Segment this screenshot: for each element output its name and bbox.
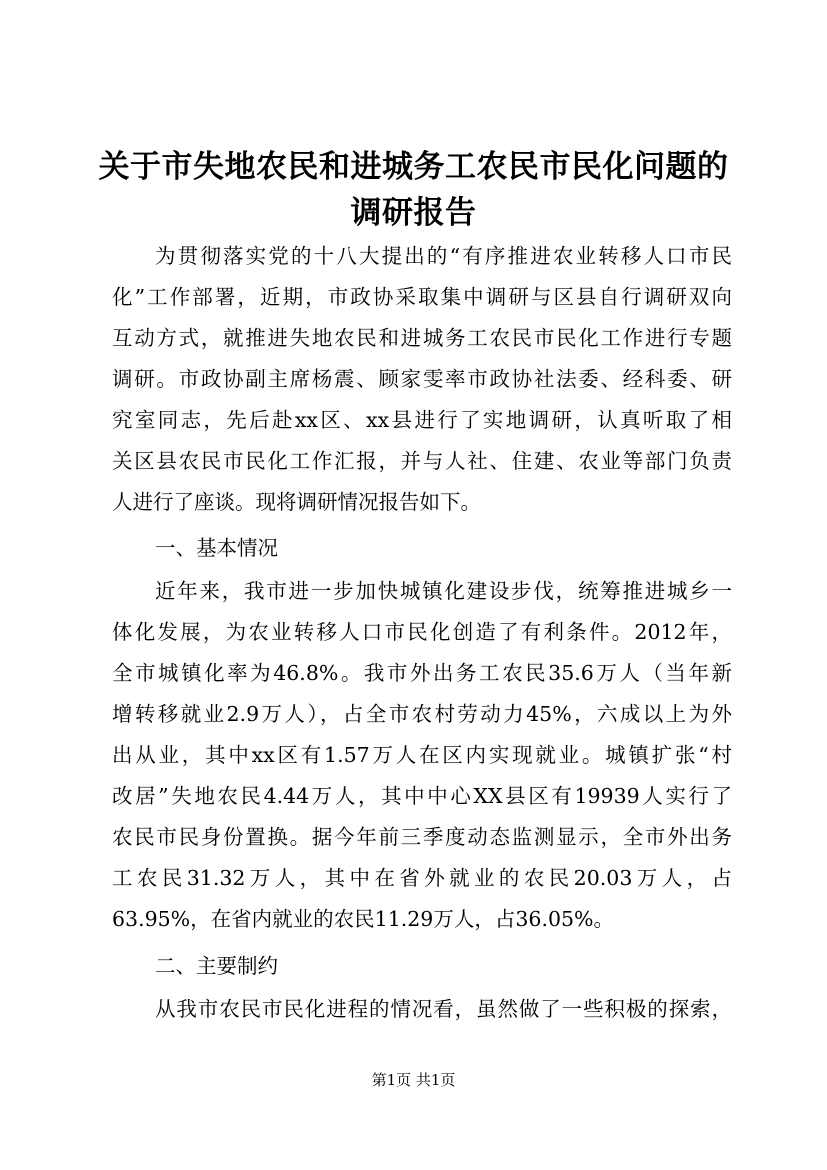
paragraph-3-line: 从我市农民市民化进程的情况看，虽然做了一些积极的探索， [155,997,732,1021]
paragraph-1-line: 调研。市政协副主席杨震、顾家雯率市政协社法委、经科委、研 [112,367,732,391]
page-number-footer: 第1页 共1页 [371,1071,456,1089]
document-title-line-2: 调研报告 [350,195,477,231]
paragraph-2-line: 出从业，其中xx区有1.57万人在区内实现就业。城镇扩张“村 [112,743,732,767]
paragraph-2-line: 工农民31.32万人，其中在省外就业的农民20.03万人，占 [112,866,732,890]
paragraph-2-line: 63.95%，在省内就业的农民11.29万人，占36.05%。 [112,907,615,931]
paragraph-2-line: 体化发展，为农业转移人口市民化创造了有利条件。2012年， [112,620,732,644]
paragraph-1-line: 互动方式，就推进失地农民和进城务工农民市民化工作进行专题 [112,326,732,350]
paragraph-1-line: 人进行了座谈。现将调研情况报告如下。 [112,490,481,514]
section-heading-basic-situation: 一、基本情况 [155,536,278,560]
paragraph-2-line: 全市城镇化率为46.8%。我市外出务工农民35.6万人（当年新 [112,661,732,685]
paragraph-2-line: 增转移就业2.9万人），占全市农村劳动力45%，六成以上为外 [112,702,732,726]
paragraph-2-line: 近年来，我市进一步加快城镇化建设步伐，统筹推进城乡一 [155,579,732,603]
paragraph-1-line: 化”工作部署，近期，市政协采取集中调研与区县自行调研双向 [112,285,732,309]
paragraph-2-line: 农民市民身份置换。据今年前三季度动态监测显示，全市外出务 [112,825,732,849]
paragraph-1-line: 为贯彻落实党的十八大提出的“有序推进农业转移人口市民 [155,244,732,268]
paragraph-1-line: 关区县农民市民化工作汇报，并与人社、住建、农业等部门负责 [112,449,732,473]
paragraph-1-line: 究室同志，先后赴xx区、xx县进行了实地调研，认真听取了相 [112,408,732,432]
paragraph-2-line: 改居”失地农民4.44万人，其中中心XX县区有19939人实行了 [112,784,732,808]
section-heading-main-constraints: 二、主要制约 [155,954,278,978]
document-title-line-1: 关于市失地农民和进城务工农民市民化问题的 [98,149,729,185]
